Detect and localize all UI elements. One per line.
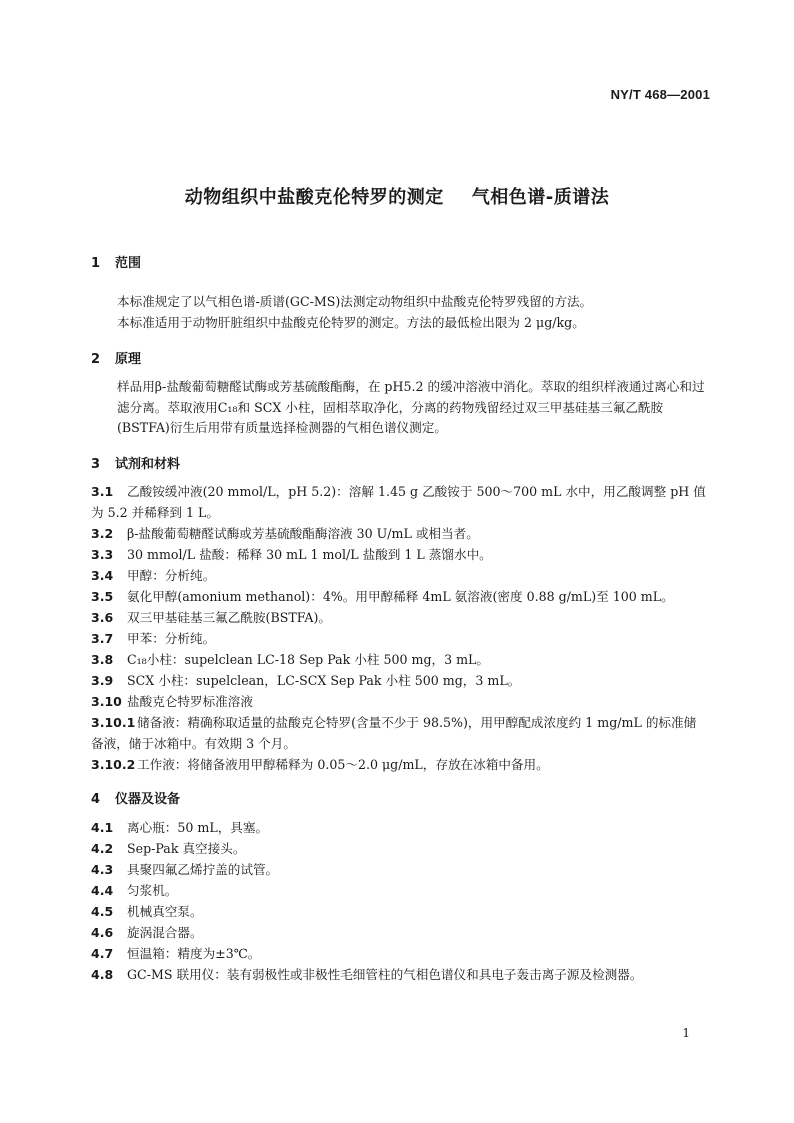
section-title: 范围: [115, 256, 142, 271]
list-item: [91, 692, 708, 713]
section-3-heading: [91, 453, 180, 472]
item-number: 4.8: [91, 967, 114, 982]
section-1-heading: [91, 252, 141, 271]
section-title: 试剂和材料: [115, 457, 181, 472]
section-number: 4: [91, 792, 101, 807]
section-number: 3: [91, 457, 101, 472]
item-text: SCX 小柱：supelclean，LC-SCX Sep Pak 小柱 500 mg，3 mL。: [127, 673, 521, 688]
item-number: 3.10: [91, 694, 122, 709]
item-number: 3.7: [91, 631, 114, 646]
item-number: 4.6: [91, 925, 114, 940]
list-item: [91, 587, 708, 608]
item-text: 匀浆机。: [127, 883, 178, 898]
item-text: 离心瓶：50 mL，具塞。: [127, 820, 269, 835]
list-item: [91, 881, 708, 902]
item-text: 工作液：将储备液用甲醇稀释为 0.05～2.0 μg/mL，存放在冰箱中备用。: [137, 757, 549, 772]
list-item: [91, 629, 708, 650]
item-number: 3.9: [91, 673, 114, 688]
paragraph: 本标准适用于动物肝脏组织中盐酸克伦特罗的测定。方法的最低检出限为 2 μg/kg。: [117, 314, 585, 330]
item-number: 3.5: [91, 589, 114, 604]
paragraph: 样品用β-盐酸葡萄糖醛试酶或芳基硫酸酯酶，在 pH5.2 的缓冲溶液中消化。萃取的组织样液通过离心和过滤分离。萃取液用C₁₈和 SCX 小柱，固相萃取净化，分离的药物残留经过双三甲基硅基三氟乙酰胺(BSTFA)衍生后用带有质量选择检测器的气相色谱仪测定。: [117, 379, 705, 435]
item-number: 3.10.1: [91, 715, 136, 730]
item-number: 3.10.2: [91, 757, 136, 772]
list-item: [91, 818, 708, 839]
section-title: 仪器及设备: [115, 792, 181, 807]
item-number: 3.1: [91, 484, 114, 499]
item-number: 3.6: [91, 610, 114, 625]
list-item: [91, 839, 708, 860]
item-text: 具聚四氟乙烯拧盖的试管。: [127, 862, 279, 877]
list-item: [91, 860, 708, 881]
item-number: 4.2: [91, 841, 114, 856]
list-item: [91, 902, 708, 923]
list-item: [91, 671, 708, 692]
standard-code: NY/T 468—2001: [610, 87, 710, 102]
title-part2: 气相色谱-质谱法: [471, 187, 610, 208]
item-number: 3.2: [91, 526, 114, 541]
page-number: 1: [682, 1026, 690, 1040]
item-text: Sep-Pak 真空接头。: [127, 841, 246, 856]
section-number: 1: [91, 256, 101, 271]
paragraph: 本标准规定了以气相色谱-质谱(GC-MS)法测定动物组织中盐酸克伦特罗残留的方法。: [117, 294, 593, 309]
item-number: 4.1: [91, 820, 114, 835]
item-text: 氨化甲醇(amonium methanol)：4%。用甲醇稀释 4mL 氨溶液(密度 0.88 g/mL)至 100 mL。: [127, 589, 674, 604]
item-text: 恒温箱：精度为±3℃。: [127, 946, 261, 961]
item-number: 3.4: [91, 568, 114, 583]
item-text: 盐酸克仑特罗标准溶液: [127, 694, 253, 709]
list-item: [91, 755, 708, 776]
list-item: [91, 713, 708, 754]
item-number: 3.3: [91, 547, 114, 562]
section-2-heading: [91, 348, 141, 367]
section-1-body: [91, 292, 708, 333]
item-text: GC-MS 联用仪：装有弱极性或非极性毛细管柱的气相色谱仪和具电子轰击离子源及检测器。: [127, 967, 643, 982]
item-number: 3.8: [91, 652, 114, 667]
title-part1: 动物组织中盐酸克伦特罗的测定: [184, 187, 444, 208]
section-title: 原理: [115, 352, 142, 367]
item-text: C₁₈小柱：supelclean LC-18 Sep Pak 小柱 500 mg，3 mL。: [127, 652, 490, 667]
item-text: 甲醇：分析纯。: [127, 568, 216, 583]
section-2-body: [91, 377, 708, 439]
list-item: [91, 650, 708, 671]
item-text: 机械真空泵。: [127, 904, 203, 919]
item-text: 旋涡混合器。: [127, 925, 203, 940]
item-number: 4.3: [91, 862, 114, 877]
item-text: 储备液：精确称取适量的盐酸克仑特罗(含量不少于 98.5%)，用甲醇配成浓度约 1 mg/mL 的标准储备液，储于冰箱中。有效期 3 个月。: [91, 715, 697, 751]
section-4-heading: [91, 788, 180, 807]
item-number: 4.5: [91, 904, 114, 919]
list-item: [91, 923, 708, 944]
item-text: 30 mmol/L 盐酸：稀释 30 mL 1 mol/L 盐酸到 1 L 蒸馏水中。: [127, 547, 492, 562]
section-number: 2: [91, 352, 101, 367]
item-number: 4.7: [91, 946, 114, 961]
item-text: 双三甲基硅基三氟乙酰胺(BSTFA)。: [127, 610, 331, 625]
item-text: β-盐酸葡萄糖醛试酶或芳基硫酸酯酶溶液 30 U/mL 或相当者。: [127, 526, 479, 541]
list-item: [91, 965, 708, 986]
page-title: [0, 183, 794, 209]
list-item: [91, 944, 708, 965]
item-text: 甲苯：分析纯。: [127, 631, 216, 646]
list-item: [91, 524, 708, 545]
list-item: [91, 482, 708, 523]
list-item: [91, 545, 708, 566]
list-item: [91, 608, 708, 629]
list-item: [91, 566, 708, 587]
item-number: 4.4: [91, 883, 114, 898]
item-text: 乙酸铵缓冲液(20 mmol/L，pH 5.2)：溶解 1.45 g 乙酸铵于 500～700 mL 水中，用乙酸调整 pH 值为 5.2 并稀释到 1 L。: [91, 484, 706, 520]
